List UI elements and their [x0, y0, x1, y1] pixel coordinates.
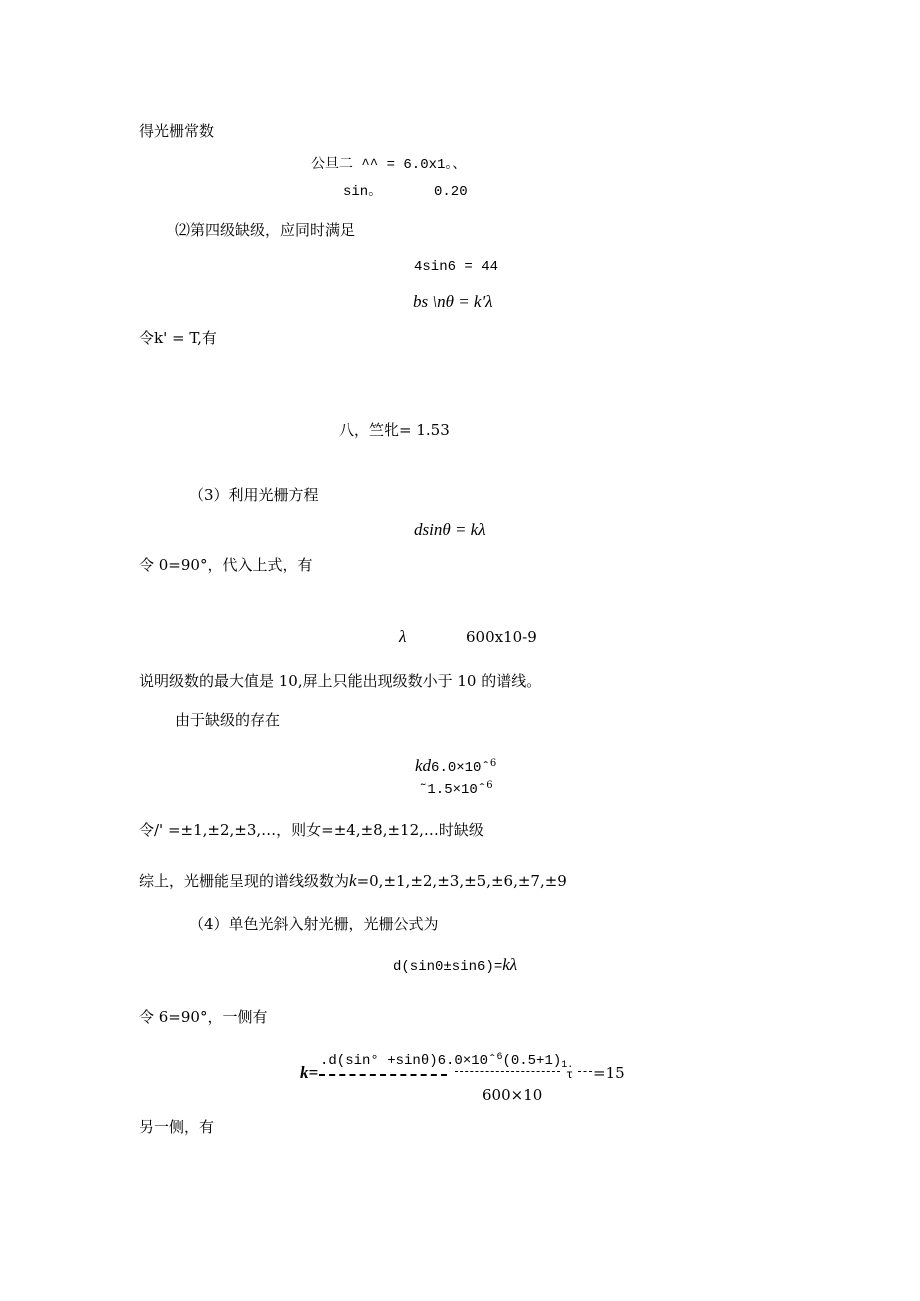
formula-tau: τ	[566, 1068, 574, 1082]
text-line: 令 6=90°，一侧有	[139, 1008, 268, 1026]
formula-fraction-bottom: ˜1.5×10ˆ$^6$	[419, 780, 493, 798]
formula-numerator: $.d(\sin^\circ +\sin\theta)6.0\times 10ˆ^6(0.5+1)_{1.}$	[320, 1052, 574, 1071]
formula-k-label: k=	[300, 1063, 319, 1082]
grating-equation: dsinθ = kλ	[414, 520, 486, 539]
formula-denominator: sin。	[343, 184, 383, 200]
section-heading: （4）单色光斜入射光栅，光栅公式为	[189, 915, 439, 933]
oblique-grating-equation: d(sin0±sin6)=kλ	[393, 955, 518, 975]
fraction-bar	[455, 1071, 560, 1072]
formula-lambda: λ	[399, 627, 407, 646]
formula-denominator: 600×10	[482, 1086, 543, 1104]
fraction-bar	[578, 1071, 592, 1072]
formula: 八，竺牝= 1.53	[339, 421, 450, 439]
formula-fraction-top: kd6.0×10ˆ$^6$	[415, 756, 497, 776]
text-line: 令/' =±1,±2,±3,…，则女=±4,±8,±12,…时缺级	[139, 821, 484, 839]
text-line: ⑵第四级缺级，应同时满足	[175, 221, 356, 239]
text-line: 由于缺级的存在	[175, 711, 281, 729]
summary-line: 综上，光栅能呈现的谱线级数为k=0,±1,±2,±3,±5,±6,±7,±9	[139, 871, 567, 890]
formula-value: 0.20	[434, 184, 468, 200]
formula: 4sin6 = 44	[414, 259, 499, 275]
section-heading: （3）利用光栅方程	[189, 486, 319, 504]
text-line: 令k' = T,有	[139, 329, 217, 347]
text-line: 令 0=90°，代入上式，有	[139, 556, 313, 574]
formula-grating-constant: 公旦二 ^^ = 6.0x1。、	[311, 157, 467, 173]
text-line: 另一侧，有	[139, 1118, 215, 1136]
text-line: 说明级数的最大值是 10,屏上只能出现级数小于 10 的谱线。	[139, 672, 542, 690]
formula-result: =15	[593, 1064, 625, 1082]
fraction-bar	[319, 1074, 447, 1076]
formula: bs \nθ = k'λ	[413, 292, 493, 311]
text-line: 得光栅常数	[139, 122, 215, 140]
formula-value: 600x10-9	[466, 628, 537, 646]
